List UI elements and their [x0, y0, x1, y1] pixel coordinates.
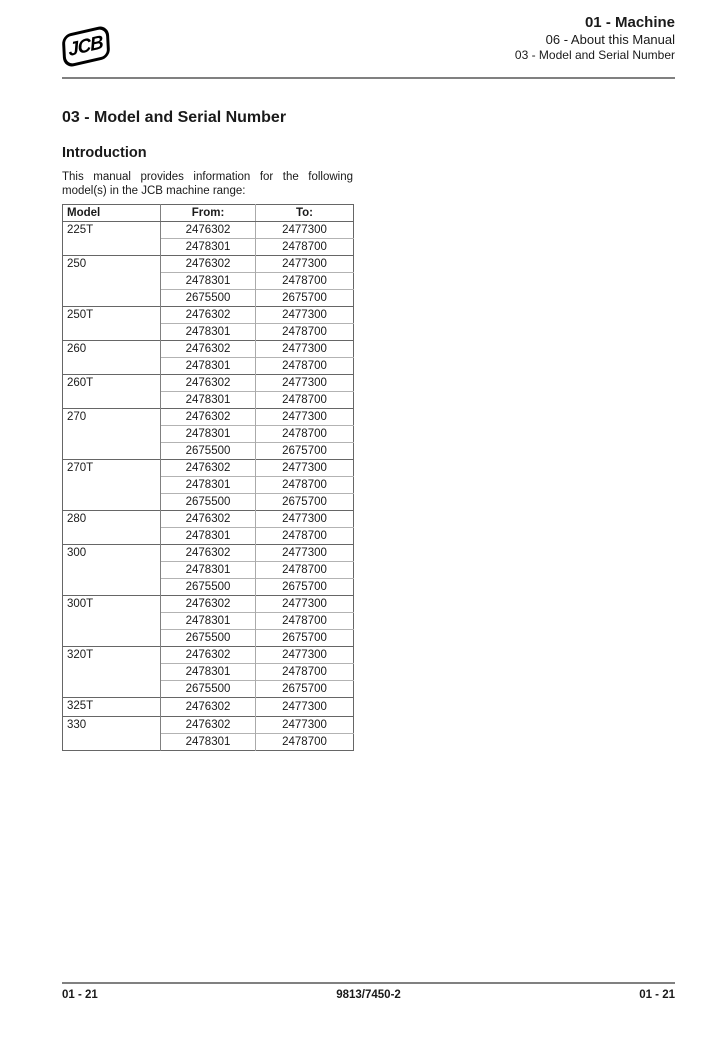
serial-to-cell: 2478700	[256, 324, 354, 341]
serial-from-cell: 2675500	[161, 630, 256, 647]
serial-from-cell: 2478301	[161, 273, 256, 290]
header-divider	[62, 77, 675, 79]
serial-from-cell: 2478301	[161, 734, 256, 751]
table-row	[63, 545, 354, 562]
model-cell: 270	[63, 409, 161, 460]
serial-to-cell: 2478700	[256, 477, 354, 494]
page-body	[62, 109, 675, 751]
serial-from-cell: 2675500	[161, 494, 256, 511]
serial-to-cell: 2477300	[256, 717, 354, 734]
breadcrumb	[515, 14, 675, 63]
serial-to-cell: 2675700	[256, 290, 354, 307]
serial-from-cell: 2476302	[161, 698, 256, 717]
serial-to-cell: 2478700	[256, 239, 354, 256]
breadcrumb-section: 06 - About this Manual	[545, 32, 675, 48]
footer-page-number-right: 01 - 21	[639, 989, 675, 1001]
model-cell: 260T	[63, 375, 161, 409]
serial-to-cell: 2478700	[256, 358, 354, 375]
serial-from-cell: 2476302	[161, 596, 256, 613]
serial-from-cell: 2476302	[161, 256, 256, 273]
serial-to-cell: 2477300	[256, 647, 354, 664]
serial-from-cell: 2476302	[161, 341, 256, 358]
table-header-row	[63, 205, 354, 222]
table-row	[63, 307, 354, 324]
table-row	[63, 596, 354, 613]
table-row	[63, 698, 354, 717]
serial-from-cell: 2476302	[161, 375, 256, 392]
breadcrumb-topic: 03 - Model and Serial Number	[514, 48, 675, 63]
serial-to-cell: 2478700	[256, 426, 354, 443]
serial-from-cell: 2478301	[161, 358, 256, 375]
table-row	[63, 375, 354, 392]
table-row	[63, 460, 354, 477]
serial-to-cell: 2675700	[256, 443, 354, 460]
serial-from-cell: 2478301	[161, 324, 256, 341]
serial-to-cell: 2478700	[256, 392, 354, 409]
serial-to-cell: 2675700	[256, 630, 354, 647]
intro-paragraph: This manual provides information for the following model(s) in the JCB machine range:	[62, 171, 353, 197]
serial-to-cell: 2477300	[256, 596, 354, 613]
serial-to-cell: 2478700	[256, 613, 354, 630]
model-cell: 250T	[63, 307, 161, 341]
serial-from-cell: 2478301	[161, 562, 256, 579]
breadcrumb-chapter: 01 - Machine	[584, 14, 675, 31]
footer-page-number-left: 01 - 21	[62, 989, 98, 1001]
model-cell: 325T	[63, 698, 161, 717]
jcb-logo-text: JCB	[67, 31, 105, 61]
table-row	[63, 511, 354, 528]
serial-from-cell: 2478301	[161, 528, 256, 545]
serial-from-cell: 2478301	[161, 613, 256, 630]
table-row	[63, 409, 354, 426]
column-header-to: To:	[256, 205, 354, 222]
serial-from-cell: 2476302	[161, 717, 256, 734]
serial-to-cell: 2675700	[256, 579, 354, 596]
serial-to-cell: 2478700	[256, 734, 354, 751]
model-cell: 225T	[63, 222, 161, 256]
serial-to-cell: 2477300	[256, 256, 354, 273]
column-header-from: From:	[161, 205, 256, 222]
serial-from-cell: 2476302	[161, 222, 256, 239]
serial-from-cell: 2476302	[161, 647, 256, 664]
serial-from-cell: 2478301	[161, 477, 256, 494]
footer-doc-number: 9813/7450-2	[336, 989, 401, 1001]
serial-to-cell: 2675700	[256, 681, 354, 698]
serial-to-cell: 2478700	[256, 562, 354, 579]
serial-to-cell: 2477300	[256, 222, 354, 239]
column-header-model: Model	[63, 205, 161, 222]
model-cell: 270T	[63, 460, 161, 511]
serial-to-cell: 2478700	[256, 273, 354, 290]
serial-to-cell: 2477300	[256, 545, 354, 562]
model-cell: 330	[63, 717, 161, 751]
serial-from-cell: 2675500	[161, 579, 256, 596]
model-cell: 250	[63, 256, 161, 307]
serial-to-cell: 2478700	[256, 528, 354, 545]
serial-to-cell: 2477300	[256, 511, 354, 528]
table-row	[63, 717, 354, 734]
serial-from-cell: 2478301	[161, 392, 256, 409]
model-cell: 260	[63, 341, 161, 375]
model-cell: 300T	[63, 596, 161, 647]
model-cell: 280	[63, 511, 161, 545]
section-heading: Introduction	[62, 145, 147, 161]
table-row	[63, 256, 354, 273]
model-cell: 320T	[63, 647, 161, 698]
table-row	[63, 647, 354, 664]
serial-to-cell: 2477300	[256, 341, 354, 358]
table-row	[63, 222, 354, 239]
serial-to-cell: 2478700	[256, 664, 354, 681]
serial-from-cell: 2476302	[161, 511, 256, 528]
page-title: 03 - Model and Serial Number	[62, 109, 287, 126]
footer-divider	[62, 982, 675, 984]
serial-to-cell: 2477300	[256, 698, 354, 717]
serial-from-cell: 2476302	[161, 545, 256, 562]
serial-to-cell: 2675700	[256, 494, 354, 511]
serial-to-cell: 2477300	[256, 375, 354, 392]
serial-from-cell: 2478301	[161, 664, 256, 681]
serial-to-cell: 2477300	[256, 307, 354, 324]
serial-from-cell: 2476302	[161, 460, 256, 477]
serial-from-cell: 2478301	[161, 426, 256, 443]
serial-to-cell: 2477300	[256, 460, 354, 477]
serial-to-cell: 2477300	[256, 409, 354, 426]
model-cell: 300	[63, 545, 161, 596]
serial-from-cell: 2476302	[161, 409, 256, 426]
serial-from-cell: 2675500	[161, 443, 256, 460]
jcb-logo	[62, 24, 111, 68]
model-serial-table	[62, 204, 354, 751]
serial-from-cell: 2675500	[161, 290, 256, 307]
serial-from-cell: 2476302	[161, 307, 256, 324]
serial-from-cell: 2675500	[161, 681, 256, 698]
table-row	[63, 341, 354, 358]
footer-text	[62, 989, 675, 1001]
serial-from-cell: 2478301	[161, 239, 256, 256]
